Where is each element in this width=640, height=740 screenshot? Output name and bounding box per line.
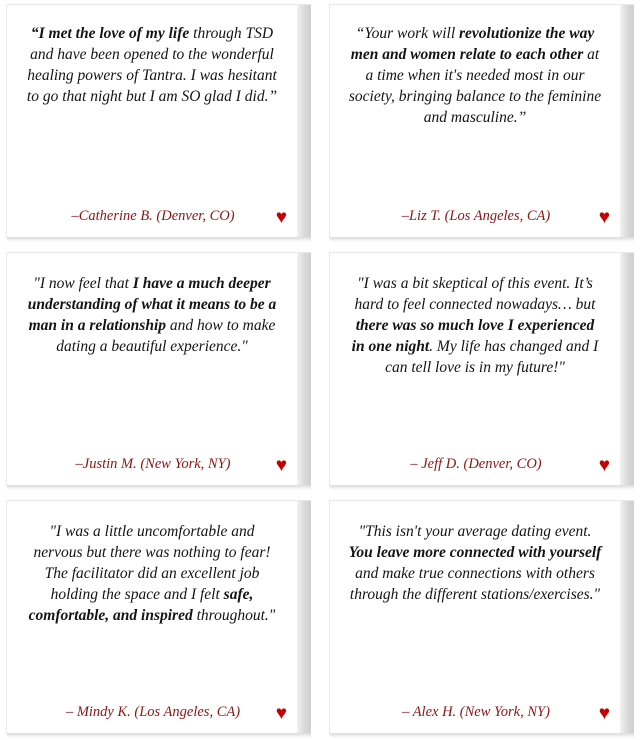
card-face: [6, 500, 311, 734]
heart-icon: ♥: [275, 455, 287, 476]
card-face: [329, 4, 634, 238]
testimonial-card-jeff-d: [329, 252, 634, 486]
testimonial-card-alex-h: [329, 500, 634, 734]
heart-icon: ♥: [598, 455, 610, 476]
card-face: [6, 252, 311, 486]
attribution-row: [342, 703, 610, 724]
attribution-row: [342, 207, 610, 228]
attribution-text: – Alex H. (New York, NY): [402, 704, 550, 720]
quote-text: "I now feel that I have a much deeper understanding of what it means to be a man in a relationship and how to make dating a beautiful experience.": [27, 275, 277, 356]
attribution-text: – Jeff D. (Denver, CO): [410, 456, 542, 472]
heart-icon: ♥: [598, 207, 610, 228]
attribution-row: [19, 703, 287, 724]
heart-icon: ♥: [275, 703, 287, 724]
quote-text: “Your work will revolutionize the way men and women relate to each other at a time when it's needed most in our society, bringing balance to the feminine and masculine.”: [348, 25, 602, 127]
attribution-text: –Liz T. (Los Angeles, CA): [401, 208, 551, 224]
attribution-row: [19, 207, 287, 228]
testimonial-card-justin-m: [6, 252, 311, 486]
testimonial-card-mindy-k: [6, 500, 311, 734]
card-face: [329, 252, 634, 486]
quote-text: “I met the love of my life through TSD and have been opened to the wonderful healing powers of Tantra. I was hesitant to go that night but I am SO glad I did.”: [26, 25, 278, 106]
heart-icon: ♥: [598, 703, 610, 724]
attribution-text: –Catherine B. (Denver, CO): [71, 208, 235, 224]
card-face: [329, 500, 634, 734]
testimonial-card-catherine-b: [6, 4, 311, 238]
quote-text: "I was a little uncomfortable and nervous but there was nothing to fear! The facilitator did an excellent job holding the space and I felt safe, comfortable, and inspired throughout.": [28, 523, 276, 625]
quote-text: "I was a bit skeptical of this event. It’s hard to feel connected nowadays… but there was so much love I experienced in one night. My life has changed and I can tell love is in my future!": [351, 275, 599, 377]
card-face: [6, 4, 311, 238]
quote-text: "This isn't your average dating event. You leave more connected with yourself and make true connections with others through the different stations/exercises.": [348, 523, 602, 604]
heart-icon: ♥: [275, 207, 287, 228]
attribution-row: [342, 455, 610, 476]
testimonial-card-liz-t: [329, 4, 634, 238]
attribution-text: – Mindy K. (Los Angeles, CA): [65, 704, 241, 720]
attribution-text: –Justin M. (New York, NY): [75, 456, 231, 472]
attribution-row: [19, 455, 287, 476]
